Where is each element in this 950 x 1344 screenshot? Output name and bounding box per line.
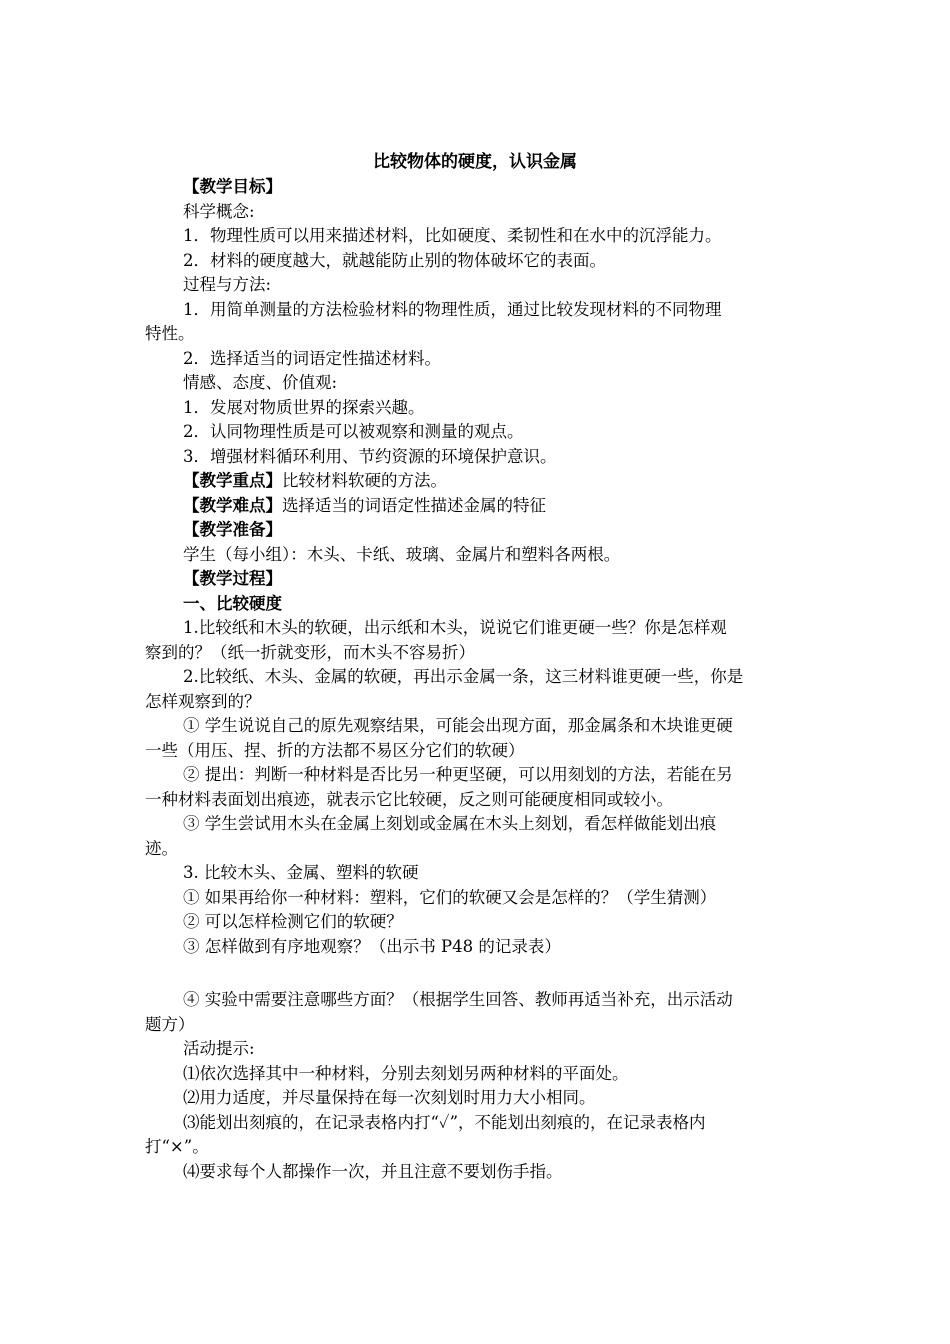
- prep-text: 学生（每小组）：木头、卡纸、玻璃、金属片和塑料各两根。: [183, 544, 621, 564]
- activity-tip-4: ⑷要求每个人都操作一次，并且注意不要划伤手指。: [183, 1161, 563, 1181]
- process-method-label: 过程与方法:: [183, 275, 272, 294]
- blank-line: [145, 959, 810, 988]
- step-2-cont: 怎样观察到的？: [145, 691, 261, 711]
- step-3-sub-3: ③ 怎样做到有序地观察？（出示书 P48 的记录表）: [183, 936, 561, 956]
- emotion-item-3: 3．增强材料循环利用、节约资源的环境保护意识。: [183, 446, 557, 466]
- process-method-item-1-cont: 特性。: [145, 324, 195, 343]
- emotion-item-2: 2．认同物理性质是可以被观察和测量的观点。: [183, 422, 524, 441]
- concept-label: 科学概念:: [183, 201, 255, 221]
- step-2-sub-3-cont: 迹。: [145, 838, 178, 858]
- activity-tips-label: 活动提示:: [183, 1039, 255, 1058]
- activity-tip-1: ⑴依次选择其中一种材料，分别去刻划另两种材料的平面处。: [183, 1063, 629, 1083]
- difficulty-label: 【教学难点】: [183, 495, 282, 515]
- difficulty-text: 选择适当的词语定性描述金属的特征: [282, 495, 546, 515]
- step-3: 3. 比较木头、金属、塑料的软硬: [183, 863, 419, 882]
- step-3-sub-2: ② 可以怎样检测它们的软硬？: [183, 912, 403, 931]
- step-1-cont: 察到的？（纸一折就变形，而木头不容易折）: [145, 642, 475, 662]
- process-method-item-1: 1．用简单测量的方法检验材料的物理性质，通过比较发现材料的不同物理: [183, 299, 722, 319]
- goals-heading: 【教学目标】: [183, 177, 282, 196]
- process-method-item-2: 2．选择适当的词语定性描述材料。: [183, 348, 441, 368]
- step-3-sub-4: ④ 实验中需要注意哪些方面？（根据学生回答、教师再适当补充，出示活动: [183, 990, 733, 1009]
- document-body: [145, 175, 810, 1184]
- teaching-process-heading: 【教学过程】: [183, 569, 282, 588]
- section-heading-1: 一、比较硬度: [183, 593, 282, 613]
- step-2-sub-2: ② 提出：判断一种材料是否比另一种更坚硬，可以用刻划的方法，若能在另: [183, 765, 733, 784]
- step-2-sub-1-cont: 一些（用压、捏、折的方法都不易区分它们的软硬）: [145, 740, 525, 760]
- key-point-label: 【教学重点】: [183, 471, 282, 490]
- step-1: 1.比较纸和木头的软硬，出示纸和木头，说说它们谁更硬一些？你是怎样观: [183, 618, 727, 637]
- difficulty: [145, 494, 810, 519]
- prep-heading: 【教学准备】: [183, 520, 282, 539]
- concept-item-2: 2．材料的硬度越大，就越能防止别的物体破坏它的表面。: [183, 250, 606, 270]
- key-point-text: 比较材料软硬的方法。: [282, 471, 447, 490]
- emotion-item-1: 1．发展对物质世界的探索兴趣。: [183, 397, 425, 417]
- activity-tip-2: ⑵用力适度，并尽量保持在每一次刻划时用力大小相同。: [183, 1088, 596, 1107]
- step-2-sub-2-cont: 一种材料表面划出痕迹，就表示它比较硬，反之则可能硬度相同或较小。: [145, 789, 673, 809]
- step-2-sub-3: ③ 学生尝试用木头在金属上刻划或金属在木头上刻划，看怎样做能划出痕: [183, 814, 717, 833]
- emotion-label: 情感、态度、价值观:: [183, 373, 338, 392]
- step-2-sub-1: ① 学生说说自己的原先观察结果，可能会出现方面，那金属条和木块谁更硬: [183, 716, 733, 735]
- activity-tip-3: ⑶能划出刻痕的，在记录表格内打“✓”，不能划出刻痕的，在记录表格内: [183, 1112, 706, 1132]
- key-point: [145, 469, 810, 494]
- concept-item-1: 1．物理性质可以用来描述材料，比如硬度、柔韧性和在水中的沉浮能力。: [183, 226, 722, 245]
- document-title: 比较物体的硬度，认识金属: [373, 152, 577, 172]
- step-2: 2.比较纸、木头、金属的软硬，再出示金属一条，这三材料谁更硬一些，你是: [183, 667, 744, 686]
- step-3-sub-4-cont: 题方）: [145, 1014, 195, 1034]
- activity-tip-3-cont: 打“×”。: [145, 1137, 209, 1156]
- step-3-sub-1: ① 如果再给你一种材料：塑料，它们的软硬又会是怎样的？（学生猜测）: [183, 887, 717, 907]
